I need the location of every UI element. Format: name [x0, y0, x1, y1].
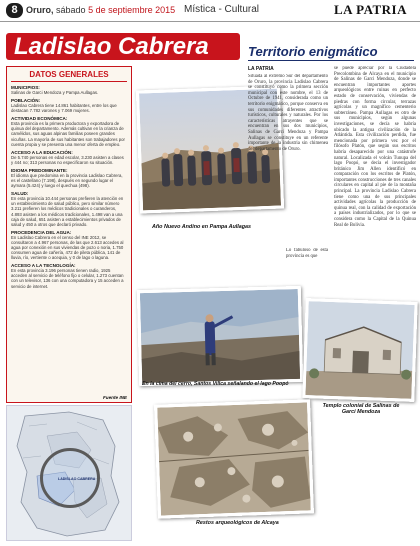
article-column-2: se puede apreciar por la Ciudadela Precolombina de Alcaya en el municipio de Salinas de Garci Mendoza, donde se encuentran importantes aportes arqueológicos entre ruinas en perfecto estado de conservación, viviendas de piedras con forma circular, terrazas agrícolas y un magnífico cementerio subterráneo. Pampa Aullagas es otro de sus municipios, según algunas investigaciones, se decía se habría ubicado la antigua civilización de la Atlántida. Esta civilización perdida, fue mencionada por primera vez por el filósofo Platón, que según sus escritos habría desaparecido por una catástrofe natural. Localizada el volcán Tunupa del lago Poopó, se decía el investigador británico Jim Allen identificó en comparación con los escritos de Platón, importantes construcciones de tres canales circulares en capital al pie de la montaña principal. La provincia Ladislao Cabrera tiene como una de sus principales actividades agrícolas la producción de quinua real, con la calidad de exportación a países industrializados, por lo que se considera como la Capital de la Quinua Real de Bolivia. [334, 66, 416, 228]
photo-archaeological-image [157, 402, 311, 515]
sidebar-text: De 5.740 personas en edad escolar, 3.230 asisten a clases y 444 no; 313 personas no especificaron su situación. [11, 154, 124, 165]
section-label: Mística - Cultural [184, 4, 260, 15]
article-column-1: Situada al extremo Sur del departamento de Oruro, la provincia Ladislao Cabrera se constituyó como la primera sección municipal con este nombre, el 13 de Octubre de 1941, considerada como un territorio enigmático, porque conserva en sus comunidades diferentes atractivos turísticos, culturales y naturales. Por los características atrayentes que se encuentran en sus dos municipios, Salinas de Garci Mendoza y Pampa Aullagas se constituye en un referente importante de la industria sin chimenea del departamento de Oruro. [248, 74, 328, 152]
photo-colonial-temple-image [305, 301, 414, 399]
header-weekday: sábado [56, 5, 86, 15]
caption-archaeological: Restos arqueológicos de Alcaya [196, 520, 279, 526]
page-header [0, 0, 420, 22]
article-subtitle: Territorio enigmático [248, 44, 378, 59]
photo-colonial-temple [302, 298, 417, 402]
sidebar-text: En esta provincia 3.196 personas tienen radio, 1925 acceden al servicio de teléfono fijo o celular, 1.273 cuentan con un televisor, 136 con una computadora y 15 acceden a servicio de internet. [11, 268, 124, 289]
sidebar-text: En Ladislao Cabrera en el censo del INE 2012, se consultaron a 4.967 personas, de las que 2.613 accedes al agua por conexión en sus viviendas de pozo o noria, 1.750 consumen agua de cañería, 472 de pileta pública, 141 de lluvia, río, vertiente o acequia, y 0 de lago o laguna. [11, 234, 124, 261]
sidebar-section [11, 116, 127, 146]
newspaper-brand: LA PATRIA [334, 2, 407, 17]
sidebar-text: En esta provincia 10.444 personas prefieren la atención en un establecimiento de salud público, pero similar número 3.211 prefieren los médicos tradicionales o curanderos, 4.893 asisten a los médicos tradicionales, 1.498 van a una caja de salud, 651 asisten a establecimientos privados de salud y 450 a otros que declaró privado. [11, 196, 124, 227]
page-number: 8 [6, 3, 23, 18]
photo-hill-top-image [140, 289, 300, 383]
header-date [26, 5, 175, 15]
header-date-rest: 5 de septiembre 2015 [88, 5, 176, 15]
sidebar-text: Ladislao Cabrera tiene 14.861 habitantes, entre los que destacan 7.782 varones y 7.069 mujeres. [11, 103, 117, 114]
byline: LA PATRIA [248, 66, 274, 72]
caption-colonial-temple-text: Templo colonial de Salinas de Garci Mendoza [322, 403, 400, 416]
sidebar-heading: IDIOMA PREDOMINANTE: [11, 167, 68, 173]
subtitle-rule [248, 60, 414, 61]
article-title: Ladislao Cabrera [14, 33, 209, 60]
sidebar-heading: PROCEDENCIA DEL AGUA: [11, 229, 72, 235]
caption-hill-top: En la cima del cerro, Santos Villca señalando el lago Poopó [142, 381, 289, 387]
sidebar-text: Esta provincia es la primera productora y exportadora de quinua del departamento. Además cultivan en la crianza de camélidos, sus aguas alpinas familias poseen grandes vicuñas. La mayoría de sus habitantes son trabajadores por cuenta propia y se presenta una menor oferta de empleo. [11, 121, 125, 147]
photo-archaeological [154, 399, 314, 518]
caption-colonial-temple [316, 403, 406, 415]
sidebar-heading: ACCESO A LA EDUCACIÓN: [11, 149, 73, 155]
sidebar-text: El idioma que predomina en la provincia Ladislao Cabrera, es el castellano (7.198), después en segundo lugar el aymara (5.424) y luego el quechua (498). [11, 172, 123, 189]
sidebar-heading: ACCESO A LA TECNOLOGÍA: [11, 263, 76, 269]
sidebar-section [11, 98, 127, 113]
map-label: LADISLAO CABRERA [58, 477, 96, 481]
sidebar-section [11, 263, 127, 288]
sidebar-title: DATOS GENERALES [11, 70, 127, 82]
sidebar-heading: MUNICIPIOS: [11, 85, 40, 90]
sidebar-text: Salinas de Garci Mendoza y Pampa Aullagas. [11, 90, 99, 95]
sidebar-heading: POBLACIÓN: [11, 98, 41, 104]
sidebar-heading: SALUD: [11, 191, 29, 197]
sidebar-section [11, 168, 127, 188]
sidebar-section [11, 150, 127, 165]
photo-hill-top [137, 286, 303, 386]
header-city: Oruro, [26, 5, 54, 15]
sidebar-heading: ACTIVIDAD ECONÓMICA: [11, 116, 68, 122]
sidebar-section [11, 230, 127, 260]
sidebar-source: Fuente INE [103, 395, 127, 400]
sidebar-section [11, 85, 127, 95]
article-column-1b: Lo fabuloso de esta provincia es que [286, 248, 328, 259]
data-sidebar [6, 66, 132, 403]
caption-new-year: Año Nuevo Andino en Pampa Aullagas [152, 224, 252, 230]
sidebar-section [11, 191, 127, 227]
